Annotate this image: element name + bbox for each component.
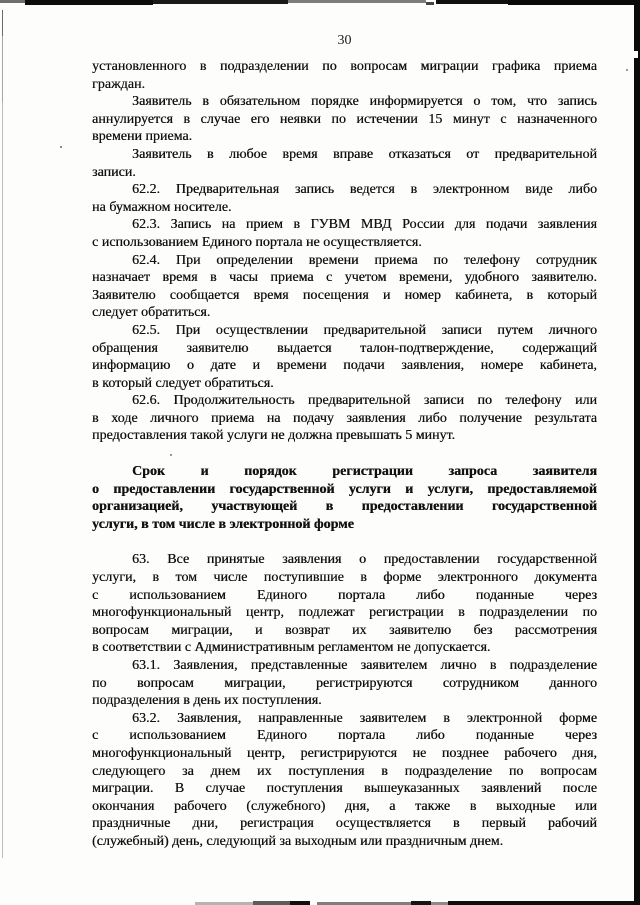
paragraph xyxy=(92,710,597,851)
text-line: организацией, участвующей в предоставлении государственной xyxy=(92,499,597,515)
paragraph xyxy=(92,93,597,146)
section-heading xyxy=(92,463,597,533)
scan-speck xyxy=(626,69,628,71)
paragraph xyxy=(92,392,597,445)
text-line: многофункциональный центр, подлежат регистрации в подразделении по xyxy=(92,605,597,621)
text-line: аннулируется в случае его неявки по истечении 15 минут с назначенного xyxy=(92,111,597,127)
text-line: установленного в подразделении по вопросам миграции графика приема xyxy=(92,59,597,74)
paragraph xyxy=(92,58,597,93)
text-line: (служебный) день, следующий за выходным или праздничным днем. xyxy=(92,833,504,849)
paragraph xyxy=(92,322,597,392)
text-block xyxy=(92,58,597,851)
scan-edge-right xyxy=(634,0,640,905)
text-line: записи. xyxy=(92,164,136,180)
scan-edge-top-segment xyxy=(25,0,153,5)
text-line: 62.6. Продолжительность предварительной записи по телефону или xyxy=(132,393,597,409)
paragraph xyxy=(92,216,597,251)
text-line: времени приема. xyxy=(92,129,193,145)
text-line: следует обратиться. xyxy=(92,305,211,321)
text-line: граждан. xyxy=(92,76,145,92)
text-line: следующего за днем их поступления в подразделение по вопросам xyxy=(92,763,597,779)
scan-edge-top-segment xyxy=(288,0,426,3)
text-line: в ходе личного приема на подачу заявления либо получение результата xyxy=(92,410,597,426)
scan-speck xyxy=(426,2,434,5)
scan-edge-bottom-segment xyxy=(290,901,310,905)
text-line: 62.4. При определении времени приема по телефону сотрудник xyxy=(132,252,597,268)
text-line: с использованием Единого портала либо поданные через xyxy=(92,728,597,744)
scan-speck xyxy=(170,454,172,456)
text-line: 62.3. Запись на прием в ГУВМ МВД России для подачи заявления xyxy=(132,217,597,233)
text-line: 63.2. Заявления, направленные заявителем в электронной форме xyxy=(132,710,597,726)
text-line: обращения заявителю выдается талон-подтверждение, содержащий xyxy=(92,340,597,356)
text-line: 63.1. Заявления, представленные заявителем лично в подразделение xyxy=(132,658,597,673)
text-line: Заявитель в обязательном порядке информируется о том, что запись xyxy=(132,94,597,110)
paragraph xyxy=(92,146,597,181)
scan-edge-left-segment xyxy=(2,36,3,102)
scan-edge-top-segment xyxy=(436,0,508,4)
text-line: Заявителю сообщается время посещения и номер кабинета, в который xyxy=(92,287,597,303)
text-line: миграции. В случае поступления вышеуказанных заявлений после xyxy=(92,781,597,797)
text-line: на бумажном носителе. xyxy=(92,199,232,215)
scan-edge-top-segment xyxy=(0,0,25,3)
text-line: в соответствии с Административным регламентом не допускается. xyxy=(92,640,491,656)
text-line: по вопросам миграции, регистрируются сотрудником данного xyxy=(92,675,597,691)
text-line: услуги, в том числе поступившие в форме электронного документа xyxy=(92,570,597,586)
scan-edge-bottom-segment xyxy=(448,901,634,905)
text-line: о предоставлении государственной услуги и услуги, предоставляемой xyxy=(92,481,597,497)
scan-edge-bottom-segment xyxy=(253,901,290,905)
text-line: в который следует обратиться. xyxy=(92,375,274,391)
text-line: назначает время в часы приема с учетом времени, удобного заявителю. xyxy=(92,270,597,286)
paragraph xyxy=(92,252,597,322)
scan-edge-left-segment xyxy=(2,10,3,36)
text-line: подразделения в день их поступления. xyxy=(92,693,322,709)
scan-edge-top-segment xyxy=(508,0,634,5)
text-line: 63. Все принятые заявления о предоставлении государственной xyxy=(132,552,597,568)
text-line: с использованием Единого портала не осуществляется. xyxy=(92,234,422,250)
text-line: с использованием Единого портала либо поданные через xyxy=(92,587,597,603)
scan-edge-bottom-segment xyxy=(411,901,431,905)
text-line: предоставления такой услуги не должна превышать 5 минут. xyxy=(92,428,456,444)
text-line: информацию о дате и времени подачи заявления, номере кабинета, xyxy=(92,358,597,374)
scan-edge-top-segment xyxy=(153,0,288,4)
text-line: праздничные дни, регистрация осуществляется в первый рабочий xyxy=(92,816,597,832)
text-line: многофункциональный центр, регистрируются не позднее рабочего дня, xyxy=(92,745,597,761)
scan-edge-right-notch xyxy=(634,51,638,58)
text-line: услуги, в том числе в электронной форме xyxy=(92,516,354,532)
text-line: вопросам миграции, и возврат их заявителю без рассмотрения xyxy=(92,622,597,638)
paragraph xyxy=(92,657,597,710)
text-line: Срок и порядок регистрации запроса заявителя xyxy=(132,464,597,480)
text-line: окончания рабочего (служебного) дня, а также в выходные или xyxy=(92,798,597,814)
text-line: 62.5. При осуществлении предварительной записи путем личного xyxy=(132,322,597,338)
page-number: 30 xyxy=(337,33,352,48)
paragraph xyxy=(92,181,597,216)
text-line: 62.2. Предварительная запись ведется в электронном виде либо xyxy=(132,182,597,198)
scan-speck xyxy=(60,146,62,148)
scan-edge-left-segment xyxy=(2,102,3,858)
text-line: Заявитель в любое время вправе отказаться от предварительной xyxy=(132,146,597,162)
paragraph xyxy=(92,551,597,657)
